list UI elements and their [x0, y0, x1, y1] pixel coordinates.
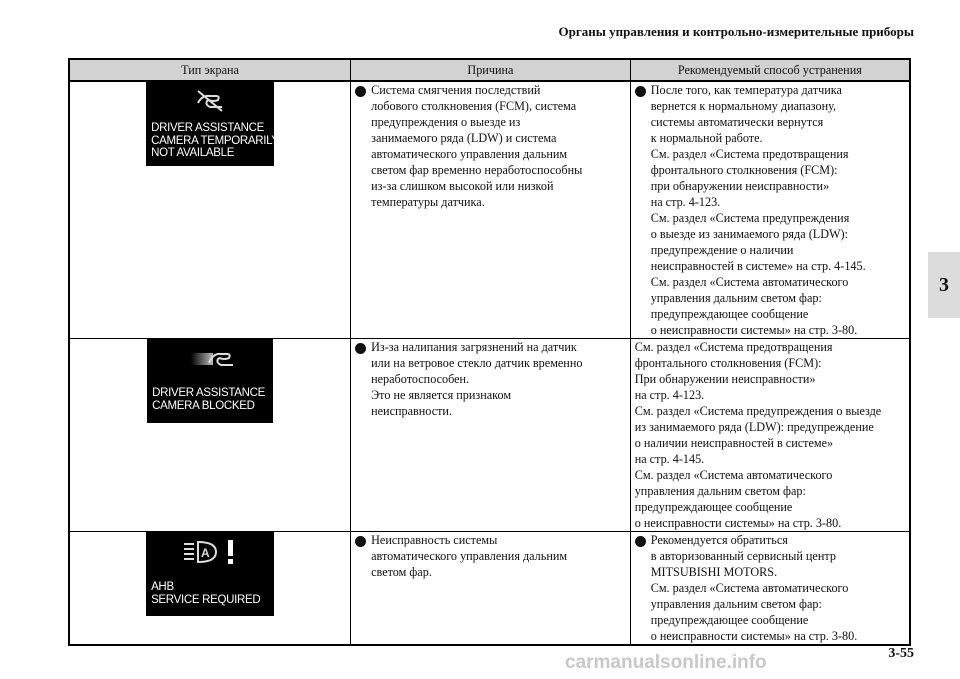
- remedy-line: См. раздел «Система автоматического: [634, 468, 833, 482]
- reason-line: Неисправность системы: [371, 533, 498, 547]
- screen-message-line: SERVICE REQUIRED: [151, 593, 261, 606]
- svg-text:A: A: [201, 546, 210, 560]
- remedy-line: о неисправности системы» на стр. 3-80.: [650, 323, 858, 337]
- remedy-line: Рекомендуется обратиться: [650, 533, 788, 547]
- remedy-line: о неисправности системы» на стр. 3-80.: [634, 516, 842, 530]
- page-number: 3-55: [888, 646, 914, 661]
- remedy-line: предупреждающее сообщение: [634, 500, 793, 514]
- column-header-remedy: Рекомендуемый способ устранения: [630, 59, 910, 81]
- table-row: [69, 81, 910, 339]
- reason-line: Из-за налипания загрязнений на датчик: [371, 340, 577, 354]
- screen-message-line: CAMERA BLOCKED: [152, 399, 255, 412]
- remedy-cell: [630, 339, 910, 532]
- reason-line: автоматического управления дальним: [371, 147, 568, 161]
- screen-message-line: DRIVER ASSISTANCE: [152, 387, 265, 399]
- remedy-line: После того, как температура датчика: [650, 83, 842, 97]
- remedy-cell: [630, 81, 910, 339]
- display-panel: [146, 82, 279, 166]
- remedy-line: См. раздел «Система предупреждения: [650, 211, 850, 225]
- warning-table: [68, 58, 911, 646]
- reason-line: автоматического управления дальним: [371, 549, 568, 563]
- display-panel: [147, 339, 273, 423]
- remedy-line: из занимаемого ряда (LDW): предупреждение: [634, 420, 874, 434]
- column-header-reason: Причина: [351, 59, 631, 81]
- screen-message-line: AHB: [151, 581, 174, 593]
- bullet-icon: [355, 343, 366, 354]
- remedy-line: См. раздел «Система автоматического: [650, 275, 849, 289]
- table-row: [69, 532, 910, 646]
- remedy-line: См. раздел «Система предотвращения: [634, 340, 833, 354]
- remedy-line: При обнаружении неисправности»: [634, 372, 816, 386]
- remedy-line: о неисправности системы» на стр. 3-80.: [650, 629, 858, 643]
- camera-unavailable-icon: [192, 89, 228, 113]
- remedy-line: См. раздел «Система автоматического: [650, 581, 849, 595]
- remedy-line: к нормальной работе.: [650, 131, 763, 145]
- remedy-line: предупреждение о наличии: [650, 243, 794, 257]
- remedy-line: предупреждающее сообщение: [650, 613, 809, 627]
- screen-message-line: CAMERA TEMPORARILY: [151, 134, 279, 147]
- screen-message-line: NOT AVAILABLE: [151, 147, 235, 159]
- reason-line: неисправности.: [371, 404, 452, 418]
- remedy-line: системы автоматически вернутся: [650, 115, 824, 129]
- reason-line: из-за слишком высокой или низкой: [371, 179, 554, 193]
- remedy-line: вернется к нормальному диапазону,: [650, 99, 837, 113]
- bullet-icon: [355, 536, 366, 547]
- remedy-line: фронтального столкновения (FCM):: [634, 356, 822, 370]
- remedy-line: См. раздел «Система предупреждения о выезде: [634, 404, 882, 418]
- bullet-icon: [355, 86, 366, 97]
- reason-line: температуры датчика.: [371, 195, 485, 209]
- reason-line: лобового столкновения (FCM), система: [371, 99, 577, 113]
- page-header: Органы управления и контрольно-измерительные приборы: [558, 24, 914, 39]
- bullet-icon: [635, 536, 646, 547]
- reason-line: неработоспособен.: [371, 372, 470, 386]
- remedy-line: См. раздел «Система предотвращения: [650, 147, 849, 161]
- reason-line: предупреждения о выезде из: [371, 115, 521, 129]
- display-panel: [146, 532, 274, 616]
- reason-line: Система смягчения последствий: [371, 83, 541, 97]
- remedy-line: управления дальним светом фар:: [634, 484, 806, 498]
- screen-cell: [69, 339, 351, 532]
- auto-high-beam-warning-icon: [182, 538, 242, 566]
- remedy-line: при обнаружении неисправности»: [650, 179, 830, 193]
- reason-line: светом фар временно неработоспособны: [371, 163, 583, 177]
- camera-blocked-icon: [187, 347, 237, 373]
- remedy-line: управления дальним светом фар:: [650, 597, 822, 611]
- table-row: [69, 339, 910, 532]
- bullet-icon: [635, 86, 646, 97]
- reason-cell: [351, 532, 631, 646]
- remedy-line: управления дальним светом фар:: [650, 291, 822, 305]
- remedy-line: MITSUBISHI MOTORS.: [650, 565, 778, 579]
- column-header-screen: Тип экрана: [69, 59, 351, 81]
- chapter-tab: 3: [928, 252, 960, 318]
- reason-line: или на ветровое стекло датчик временно: [371, 356, 583, 370]
- remedy-line: фронтального столкновения (FCM):: [650, 163, 838, 177]
- remedy-cell: [630, 532, 910, 646]
- screen-message-line: DRIVER ASSISTANCE: [151, 122, 264, 134]
- reason-line: занимаемого ряда (LDW) и система: [371, 131, 557, 145]
- table-header-row: [69, 59, 910, 81]
- reason-cell: [351, 339, 631, 532]
- remedy-line: о наличии неисправностей в системе»: [634, 436, 834, 450]
- remedy-line: предупреждающее сообщение: [650, 307, 809, 321]
- screen-cell: [69, 81, 351, 339]
- remedy-line: на стр. 4-123.: [634, 388, 705, 402]
- reason-cell: [351, 81, 631, 339]
- remedy-line: на стр. 4-145.: [634, 452, 705, 466]
- screen-cell: [69, 532, 351, 646]
- reason-line: Это не является признаком: [371, 388, 512, 402]
- remedy-line: о выезде из занимаемого ряда (LDW):: [650, 227, 848, 241]
- remedy-line: неисправностей в системе» на стр. 4-145.: [650, 259, 866, 273]
- remedy-line: на стр. 4-123.: [650, 195, 721, 209]
- remedy-line: в авторизованный сервисный центр: [650, 549, 836, 563]
- reason-line: светом фар.: [371, 565, 432, 579]
- watermark: carmanualsonline.info: [565, 652, 767, 673]
